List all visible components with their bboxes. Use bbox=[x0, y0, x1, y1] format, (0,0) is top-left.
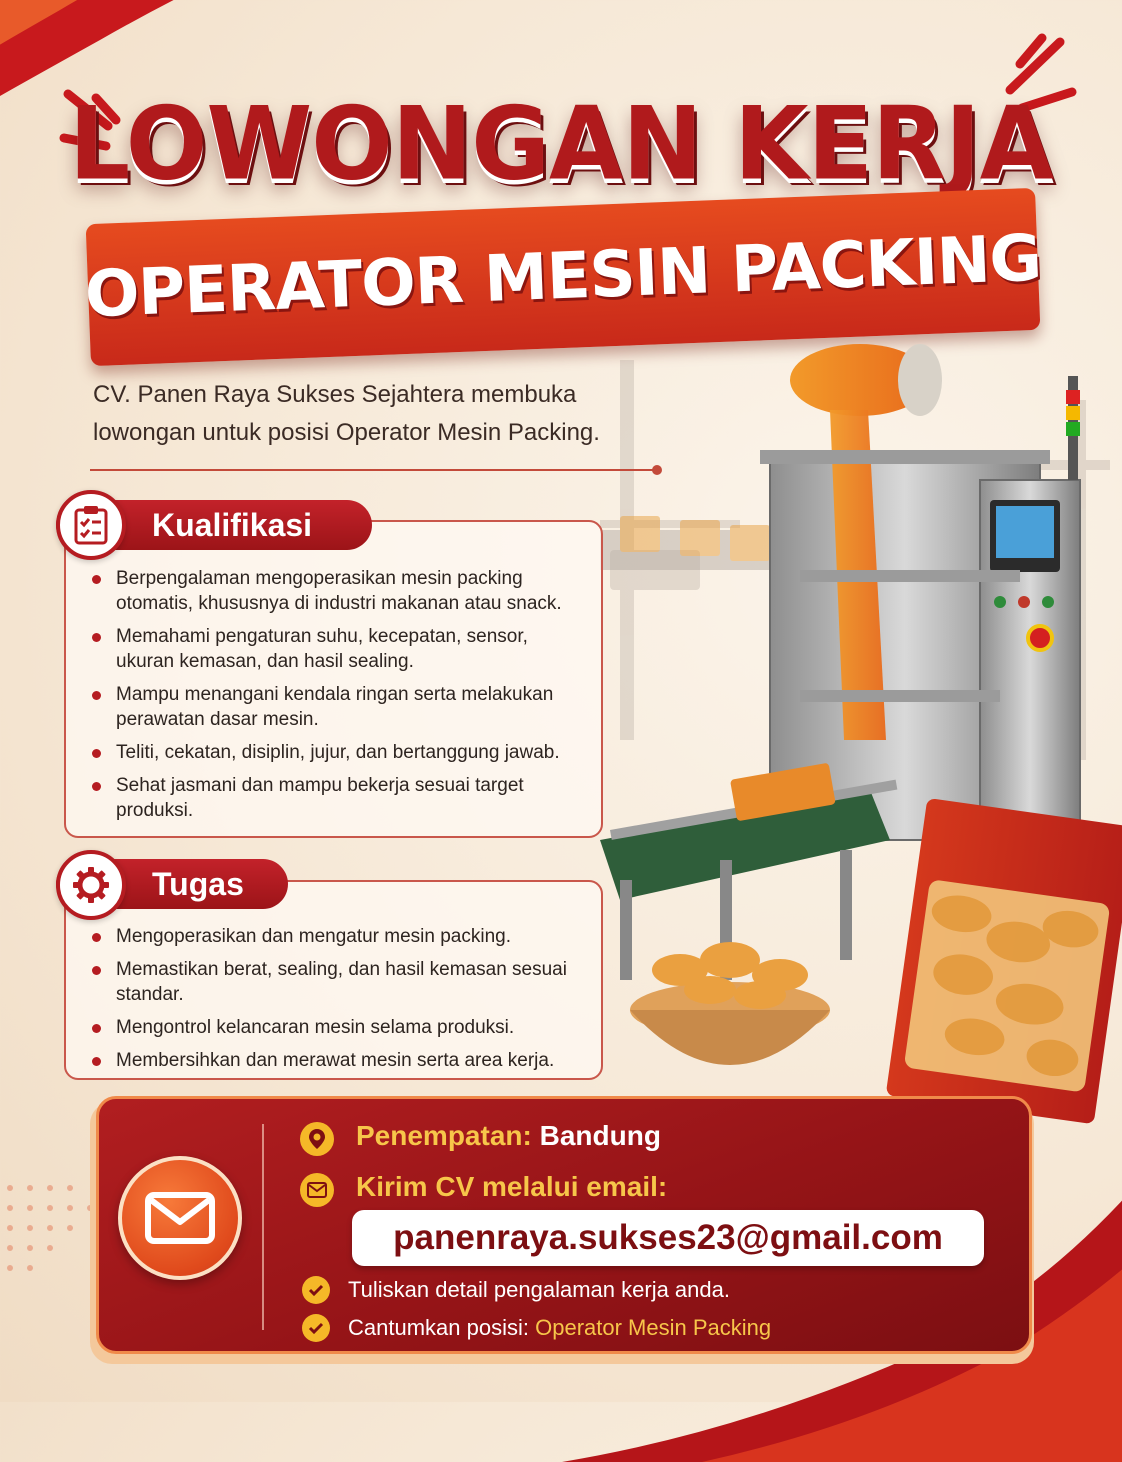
check-icon bbox=[302, 1314, 330, 1342]
location-label: Penempatan: bbox=[356, 1120, 532, 1151]
email-address-box[interactable] bbox=[352, 1210, 984, 1266]
email-address[interactable]: panenraya.sukses23@gmail.com bbox=[393, 1218, 943, 1257]
qualification-list bbox=[88, 566, 588, 831]
email-label: Kirim CV melalui email: bbox=[356, 1171, 668, 1202]
divider bbox=[90, 469, 655, 471]
position-banner-text: OPERATOR MESIN PACKING bbox=[83, 221, 1043, 333]
divider-dot bbox=[652, 465, 662, 475]
list-item: Mengontrol kelancaran mesin selama produksi. bbox=[88, 1015, 588, 1040]
duties-heading: Tugas bbox=[56, 859, 288, 909]
list-item: Membersihkan dan merawat mesin serta area kerja. bbox=[88, 1048, 588, 1073]
note-experience: Tuliskan detail pengalaman kerja anda. bbox=[348, 1277, 730, 1302]
duties-list bbox=[88, 924, 588, 1081]
location-pin-icon bbox=[300, 1122, 334, 1156]
note-position bbox=[348, 1315, 771, 1341]
list-item: Memastikan berat, sealing, dan hasil kemasan sesuai standar. bbox=[88, 957, 588, 1007]
gear-icon bbox=[56, 850, 126, 920]
location-value: Bandung bbox=[539, 1120, 661, 1151]
page-title: LOWONGAN KERJA bbox=[69, 85, 1053, 203]
panel-divider bbox=[262, 1124, 264, 1330]
list-item: Mengoperasikan dan mengatur mesin packing. bbox=[88, 924, 588, 949]
intro-line-2: lowongan untuk posisi Operator Mesin Packing. bbox=[93, 419, 600, 446]
list-item: Memahami pengaturan suhu, kecepatan, sensor, ukuran kemasan, dan hasil sealing. bbox=[88, 624, 588, 674]
list-item: Mampu menangani kendala ringan serta melakukan perawatan dasar mesin. bbox=[88, 682, 588, 732]
mail-icon bbox=[300, 1173, 334, 1207]
envelope-icon bbox=[118, 1156, 242, 1280]
intro-text bbox=[93, 376, 693, 452]
clipboard-icon bbox=[56, 490, 126, 560]
location-row bbox=[356, 1120, 661, 1152]
qualification-heading: Kualifikasi bbox=[56, 500, 372, 550]
list-item: Sehat jasmani dan mampu bekerja sesuai target produksi. bbox=[88, 773, 588, 823]
check-icon bbox=[302, 1276, 330, 1304]
list-item: Teliti, cekatan, disiplin, jujur, dan bertanggung jawab. bbox=[88, 740, 588, 765]
list-item: Berpengalaman mengoperasikan mesin packing otomatis, khususnya di industri makanan atau snack. bbox=[88, 566, 588, 616]
note-position-prefix: Cantumkan posisi: bbox=[348, 1315, 529, 1340]
intro-line-1: CV. Panen Raya Sukses Sejahtera membuka bbox=[93, 381, 577, 408]
note-position-value: Operator Mesin Packing bbox=[535, 1315, 772, 1340]
